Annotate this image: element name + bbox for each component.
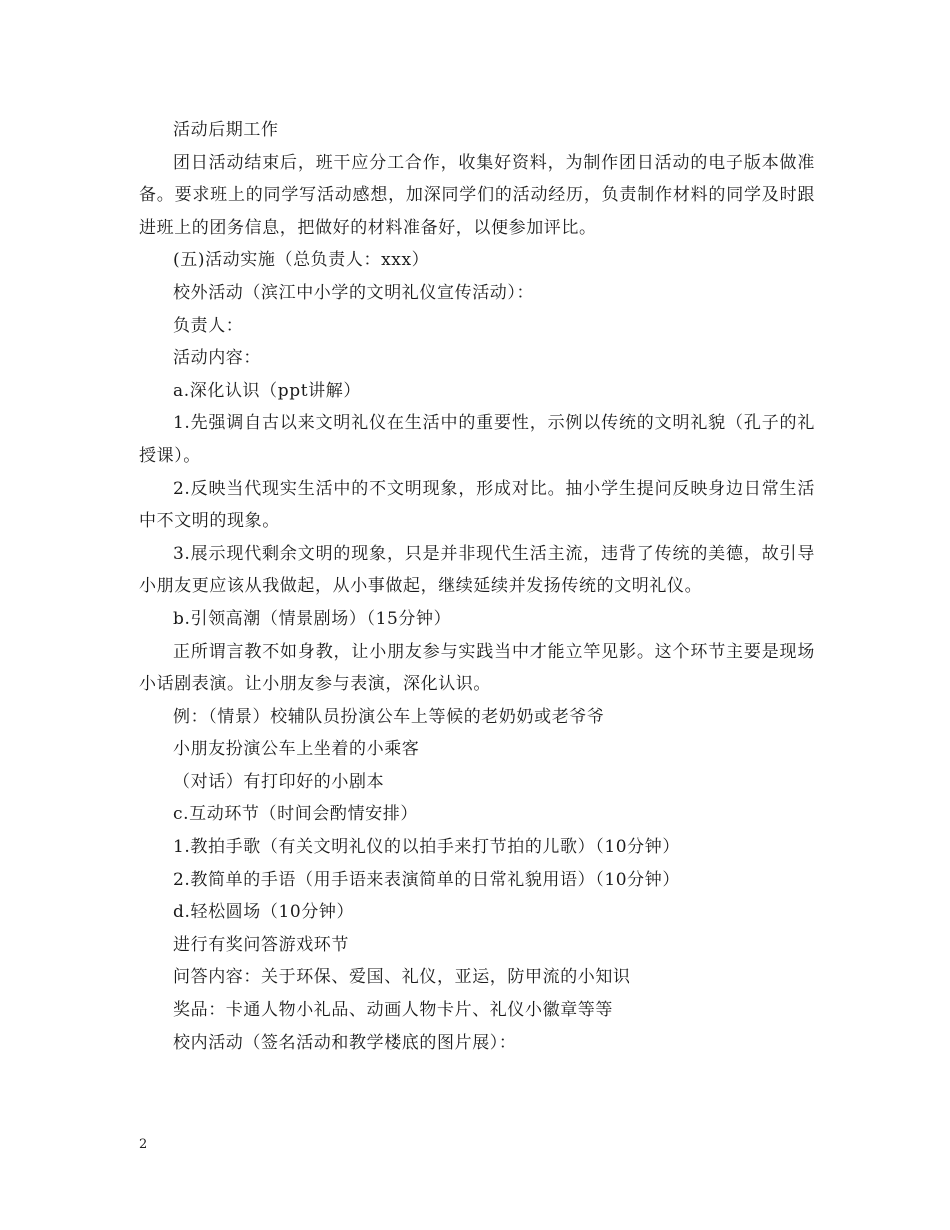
- paragraph-item-a2: 2.反映当代现实生活中的不文明现象，形成对比。抽小学生提问反映身边日常生活中不文明的现象。: [139, 478, 815, 532]
- paragraph-example-dialogue: （对话）有打印好的小剧本: [173, 771, 385, 792]
- paragraph-item-a: a.深化认识（ppt讲解）: [173, 380, 361, 401]
- paragraph-item-d: d.轻松圆场（10分钟）: [173, 902, 355, 923]
- paragraph-item-c: c.互动环节（时间会酌情安排）: [173, 804, 418, 825]
- paragraph-person-in-charge: 负责人：: [173, 315, 244, 336]
- paragraph-post-activity-heading: 活动后期工作: [173, 120, 279, 140]
- paragraph-item-c2: 2.教简单的手语（用手语来表演简单的日常礼貌用语）（10分钟）: [173, 869, 680, 890]
- paragraph-on-campus-heading: 校内活动（签名活动和教学楼底的图片展）：: [173, 1032, 517, 1053]
- paragraph-section-five-heading: (五)活动实施（总负责人：xxx）: [173, 250, 430, 271]
- paragraph-item-a3: 3.展示现代剩余文明的现象，只是并非现代生活主流，违背了传统的美德，故引导小朋友更应该从我做起，从小事做起，继续延续并发扬传统的文明礼仪。: [139, 543, 815, 597]
- paragraph-example-scene: 例：（情景）校辅队员扮演公车上等候的老奶奶或老爷爷: [173, 706, 605, 727]
- paragraph-quiz-game: 进行有奖问答游戏环节: [173, 934, 349, 955]
- paragraph-prizes: 奖品：卡通人物小礼品、动画人物卡片、礼仪小徽章等等: [173, 1000, 613, 1021]
- paragraph-item-c1: 1.教拍手歌（有关文明礼仪的以拍手来打节拍的儿歌）（10分钟）: [173, 837, 680, 858]
- paragraph-post-activity-body: 团日活动结束后，班干应分工合作，收集好资料，为制作团日活动的电子版本做准备。要求班上的同学写活动感想，加深同学们的活动经历，负责制作材料的同学及时跟进班上的团务信息，把做好的材料准备好，以便参加评比。: [139, 152, 815, 238]
- paragraph-off-campus-heading: 校外活动（滨江中小学的文明礼仪宣传活动）：: [173, 282, 535, 303]
- paragraph-item-b: b.引领高潮（情景剧场）（15分钟）: [173, 608, 452, 629]
- paragraph-item-a1: 1.先强调自古以来文明礼仪在生活中的重要性，示例以传统的文明礼貌（孔子的礼授课）。: [139, 413, 815, 466]
- paragraph-example-passenger: 小朋友扮演公车上坐着的小乘客: [173, 739, 420, 760]
- paragraph-activity-content: 活动内容：: [173, 348, 261, 369]
- page-number: 2: [139, 1137, 148, 1152]
- paragraph-item-b-body: 正所谓言教不如身教，让小朋友参与实践当中才能立竿见影。这个环节主要是现场小话剧表演。让小朋友参与表演，深化认识。: [139, 641, 815, 695]
- paragraph-quiz-content: 问答内容：关于环保、爱国、礼仪，亚运，防甲流的小知识: [173, 967, 631, 988]
- document-body: [139, 114, 815, 1059]
